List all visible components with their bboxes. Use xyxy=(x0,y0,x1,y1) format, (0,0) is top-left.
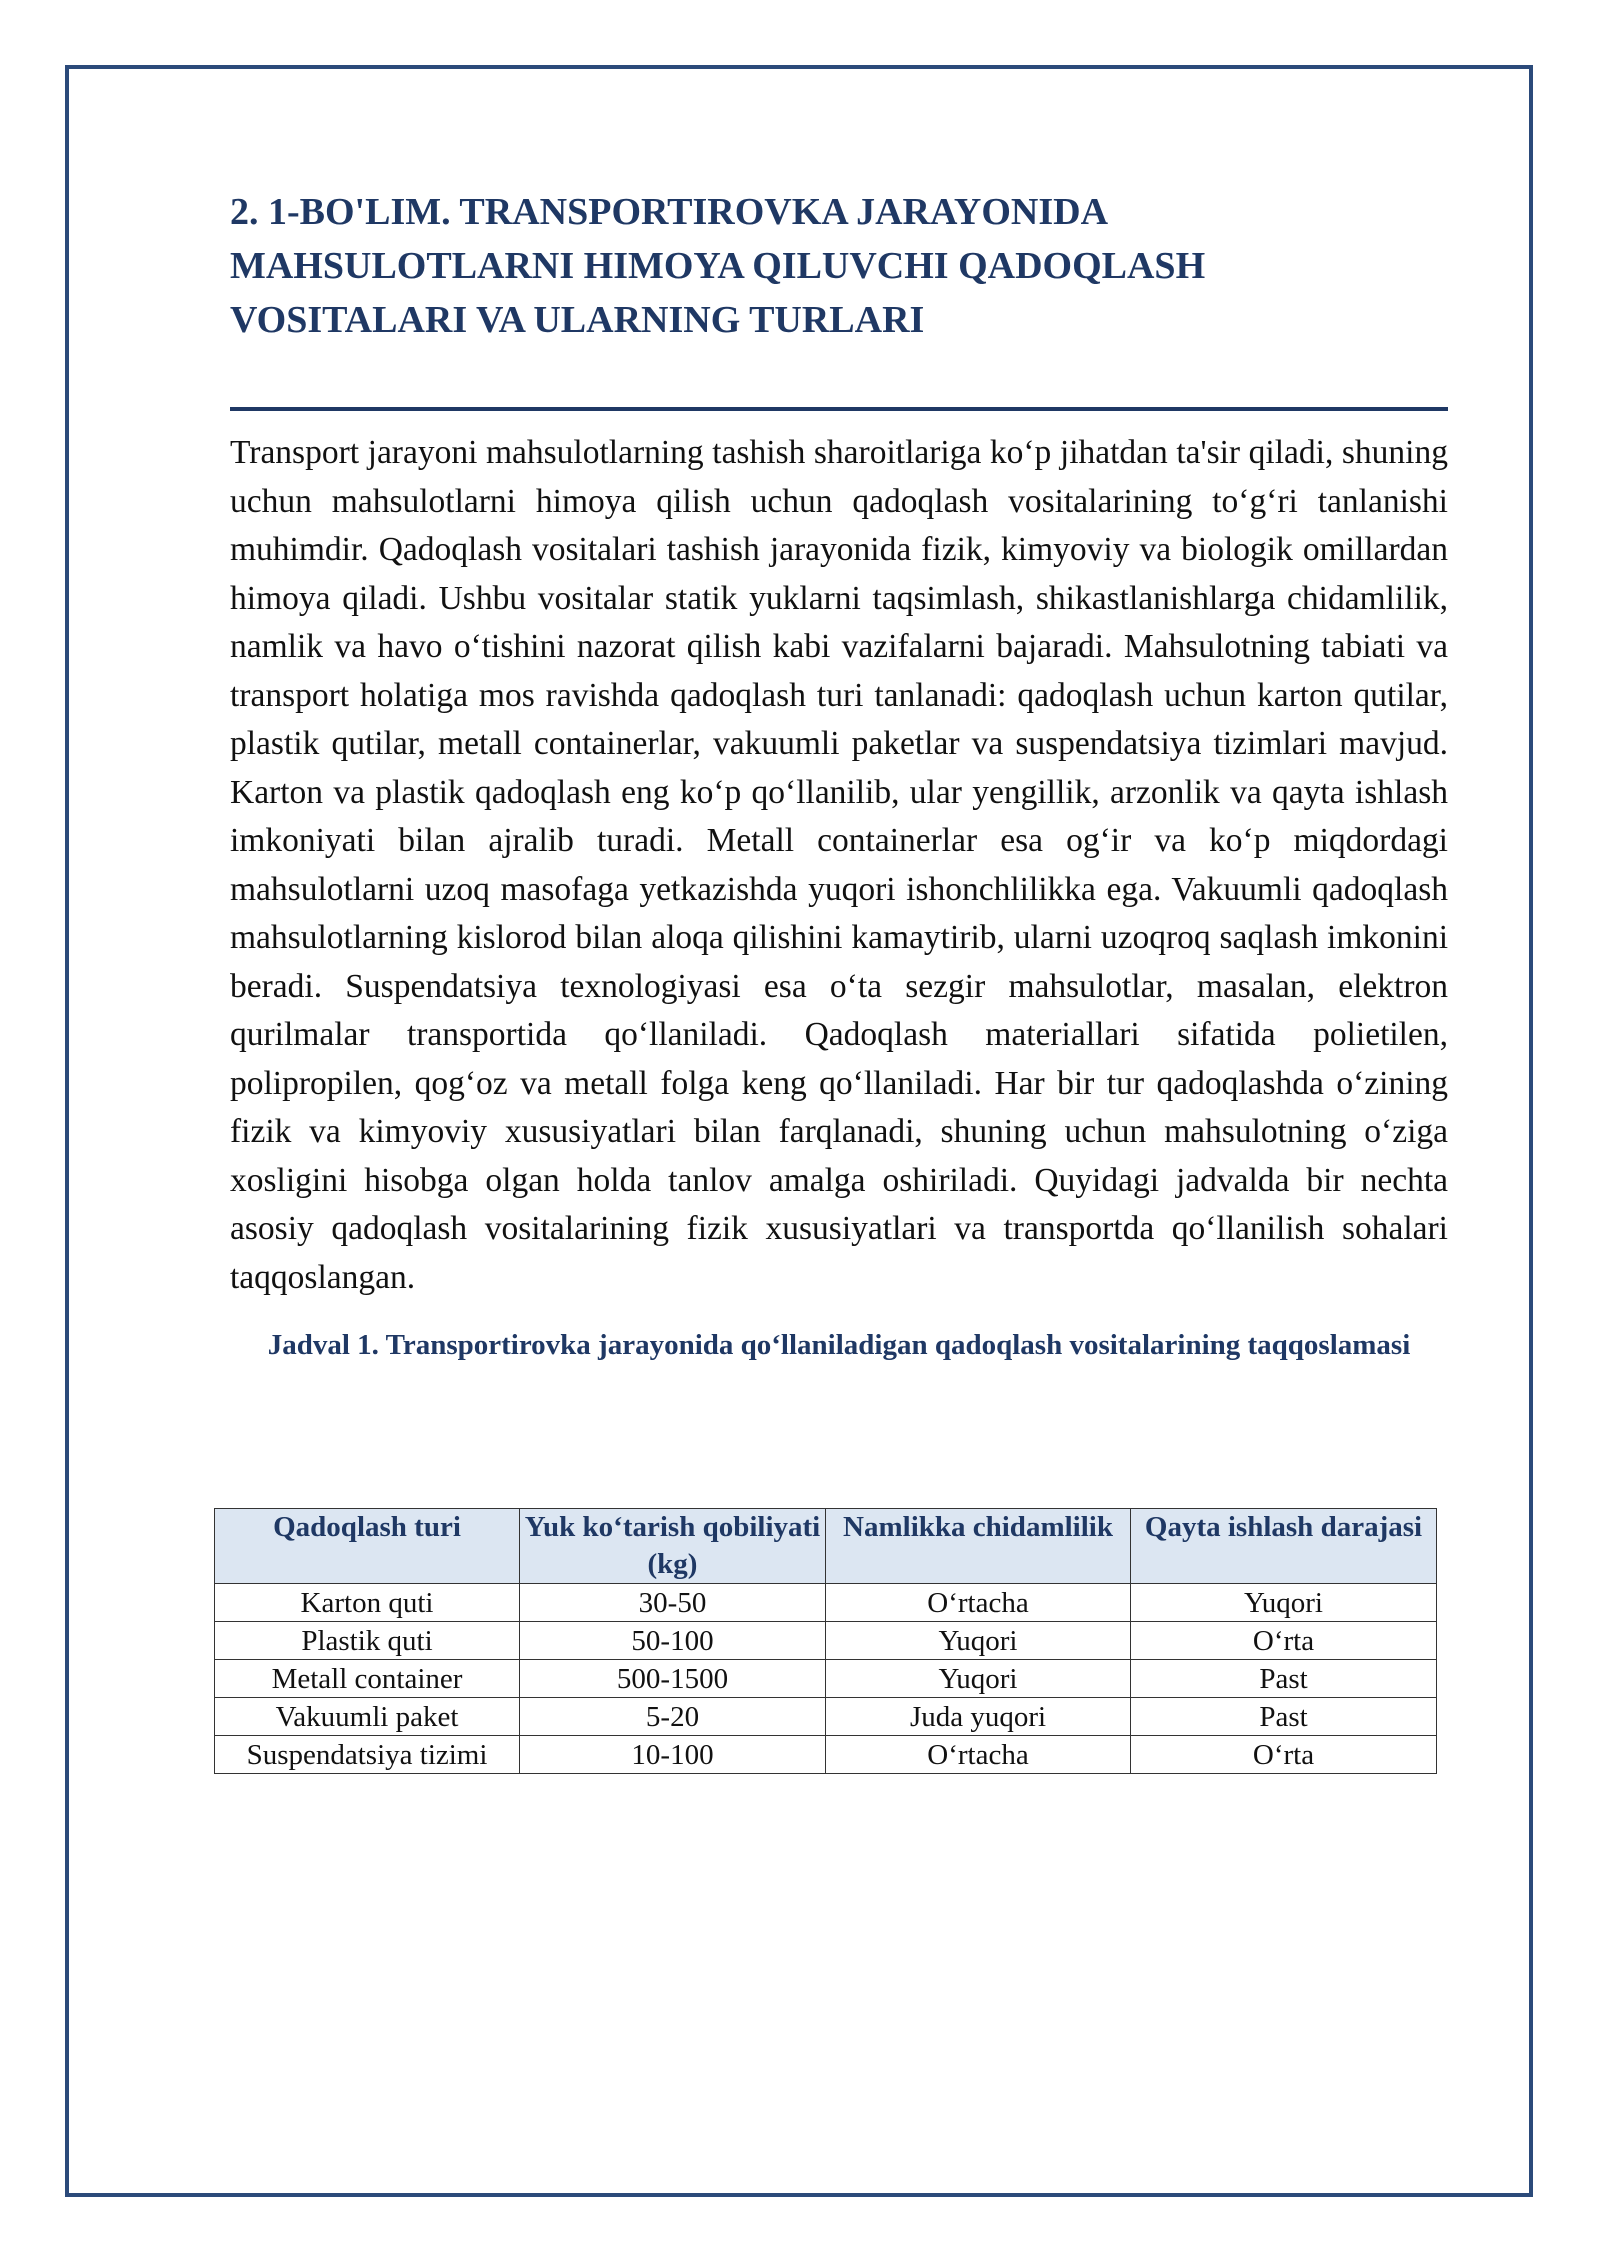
table-cell: Past xyxy=(1131,1698,1437,1736)
table-cell: Past xyxy=(1131,1660,1437,1698)
body-paragraph: Transport jarayoni mahsulotlarning tashish sharoitlariga koʻp jihatdan ta'sir qiladi, shuning uchun mahsulotlarni himoya qilish uchun qadoqlash vositalarining toʻgʻri tanlanishi muhimdir. Qadoqlash vositalari tashish jarayonida fizik, kimyoviy va biologik omillardan himoya qiladi. Ushbu vositalar statik yuklarni taqsimlash, shikastlanishlarga chidamlilik, namlik va havo oʻtishini nazorat qilish kabi vazifalarni bajaradi. Mahsulotning tabiati va transport holatiga mos ravishda qadoqlash turi tanlanadi: qadoqlash uchun karton qutilar, plastik qutilar, metall containerlar, vakuumli paketlar va suspendatsiya tizimlari mavjud. Karton va plastik qadoqlash eng koʻp qoʻllanilib, ular yengillik, arzonlik va qayta ishlash imkoniyati bilan ajralib turadi. Metall containerlar esa ogʻir va koʻp miqdordagi mahsulotlarni uzoq masofaga yetkazishda yuqori ishonchlilikka ega. Vakuumli qadoqlash mahsulotlarning kislorod bilan aloqa qilishini kamaytirib, ularni uzoqroq saqlash imkonini beradi. Suspendatsiya texnologiyasi esa oʻta sezgir mahsulotlar, masalan, elektron qurilmalar transportida qoʻllaniladi. Qadoqlash materiallari sifatida polietilen, polipropilen, qogʻoz va metall folga keng qoʻllaniladi. Har bir tur qadoqlashda oʻzining fizik va kimyoviy xususiyatlari bilan farqlanadi, shuning uchun mahsulotning oʻziga xosligini hisobga olgan holda tanlov amalga oshiriladi. Quyidagi jadvalda bir nechta asosiy qadoqlash vositalarining fizik xususiyatlari va transportda qoʻllanilish sohalari taqqoslangan. xyxy=(230,434,1448,1296)
heading-line: VOSITALARI VA ULARNING TURLARI xyxy=(230,299,925,341)
table-cell: 50-100 xyxy=(520,1622,826,1660)
heading-line: 2. 1-BO'LIM. TRANSPORTIROVKA JARAYONIDA xyxy=(230,191,1109,233)
table-cell: Oʻrtacha xyxy=(826,1736,1131,1774)
table-cell: Metall container xyxy=(215,1660,520,1698)
table-row xyxy=(215,1584,1437,1622)
table-cell: Oʻrta xyxy=(1131,1736,1437,1774)
table-cell: Juda yuqori xyxy=(826,1698,1131,1736)
table-row xyxy=(215,1698,1437,1736)
comparison-table xyxy=(214,1508,1437,1774)
table-header-row xyxy=(215,1509,1437,1584)
heading-line: MAHSULOTLARNI HIMOYA QILUVCHI QADOQLASH xyxy=(230,245,1206,287)
section-heading xyxy=(230,185,1448,347)
table-cell: Suspendatsiya tizimi xyxy=(215,1736,520,1774)
heading-divider xyxy=(230,407,1448,411)
table-cell: Yuqori xyxy=(826,1622,1131,1660)
table-row xyxy=(215,1736,1437,1774)
column-header: Namlikka chidamlilik xyxy=(826,1509,1131,1584)
table-cell: Oʻrtacha xyxy=(826,1584,1131,1622)
column-header: Qadoqlash turi xyxy=(215,1509,520,1584)
table-caption: Jadval 1. Transportirovka jarayonida qoʻllaniladigan qadoqlash vositalarining taqqoslamasi xyxy=(267,1329,1411,1361)
table-cell: 5-20 xyxy=(520,1698,826,1736)
table-cell: Karton quti xyxy=(215,1584,520,1622)
column-header: Qayta ishlash darajasi xyxy=(1131,1509,1437,1584)
table-cell: 30-50 xyxy=(520,1584,826,1622)
table-cell: 500-1500 xyxy=(520,1660,826,1698)
table-cell: Yuqori xyxy=(826,1660,1131,1698)
table-cell: 10-100 xyxy=(520,1736,826,1774)
comparison-table-wrapper xyxy=(214,1508,1436,1774)
table-cell: Oʻrta xyxy=(1131,1622,1437,1660)
table-cell: Plastik quti xyxy=(215,1622,520,1660)
document-content xyxy=(230,185,1448,1367)
table-cell: Yuqori xyxy=(1131,1584,1437,1622)
table-cell: Vakuumli paket xyxy=(215,1698,520,1736)
table-row xyxy=(215,1622,1437,1660)
table-row xyxy=(215,1660,1437,1698)
column-header: Yuk koʻtarish qobiliyati (kg) xyxy=(520,1509,826,1584)
